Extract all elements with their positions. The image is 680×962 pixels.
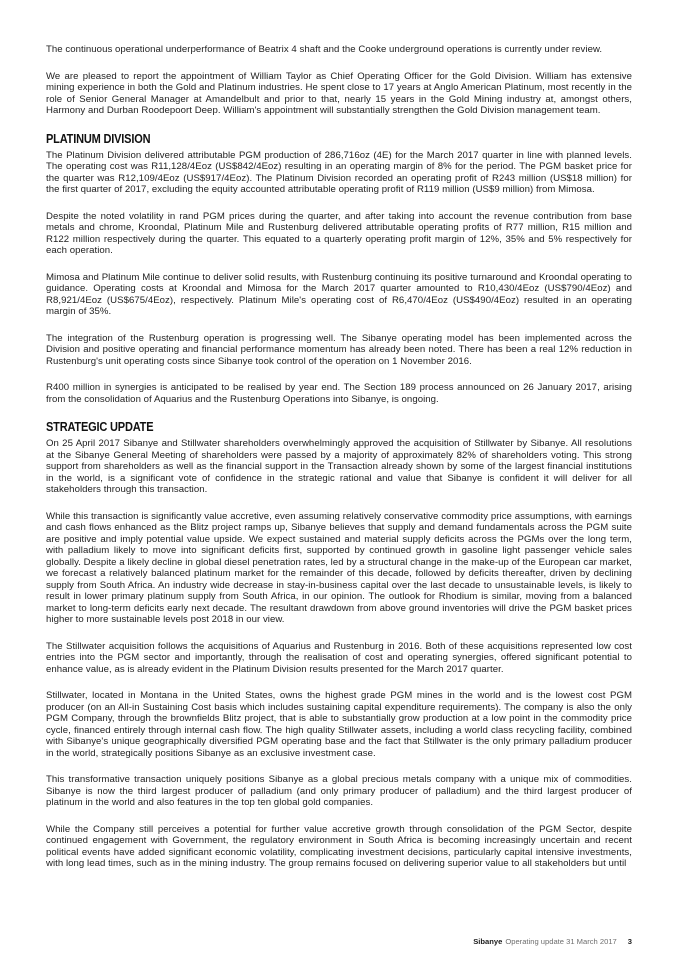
paragraph-operating-profits: Despite the noted volatility in rand PGM prices during the quarter, and after taking into account the revenue contribution from base metals and chrome, Kroondal, Platinum Mile and Rustenburg delivered attributable operating profits of R77 million, R15 million and R122 million respectively during the quarter. This equated to a quarterly operating profit margin of 12%, 35% and 5% respectively for each operation.	[46, 210, 632, 256]
paragraph-beatrix-cooke-review: The continuous operational underperformance of Beatrix 4 shaft and the Cooke underground operations is currently under review.	[46, 44, 603, 55]
document-content	[46, 44, 632, 885]
paragraph-operating-costs: Mimosa and Platinum Mile continue to deliver solid results, with Rustenburg continuing its positive turnaround and Kroondal operating to guidance. Operating costs at Kroondal and Mimosa for the March 2017 quarter amounted to R10,430/4Eoz (US$790/4Eoz) and R8,921/4Eoz (US$675/4Eoz), respectively. Platinum Mile's operating cost of R6,470/4Eoz (US$490/4Eoz) resulted in an operating margin of 35%.	[46, 271, 632, 317]
paragraph-stillwater-assets: Stillwater, located in Montana in the United States, owns the highest grade PGM mines in the world and is the lowest cost PGM producer (on an All-in Sustaining Cost basis which includes sustaining capital expenditure requirements). The company is also the only PGM Company, through the brownfields Blitz project, that is able to substantially grow production at a low point in the commodity price cycle, financed entirely through internal cash flow. The high quality Stillwater assets, including a world class recycling facility, combined with Sibanye's unique geographically diversified PGM operating base and the fact that Stillwater is the only primary palladium producer in the world, strategically positions Sibanye as an exclusive investment case.	[46, 690, 632, 759]
paragraph-pgm-market-outlook: While this transaction is significantly value accretive, even assuming relatively conservative commodity price assumptions, with earnings and cash flows enhanced as the Blitz project ramps up, Sibanye believes that supply and demand fundamentals across the PGM suite are positive and imply potential value upside. We expect sustained and material supply deficits across the PGMs over the long term, with palladium likely to move into significant deficits first, supported by continued growth in gasoline light passenger vehicle sales globally. Despite a likely decline in global diesel penetration rates, led by a structural change in the make-up of the European car market, we forecast a relatively balanced platinum market for the remainder of this decade, followed by deficits thereafter, driven by declining supply from South Africa. An industry wide decrease in stay-in-business capital over the last decade to unsustainable levels, is likely to result in lower primary platinum supply from South Africa, in our opinion. The outlook for Rhodium is similar, moving from a balanced market to long-term deficits early next decade. The resultant drawdown from above ground inventories will drive the PGM basket prices higher to more sustainable levels post 2018 in our view.	[46, 510, 632, 625]
footer-page-number: 3	[627, 937, 632, 946]
paragraph-stillwater-approval: On 25 April 2017 Sibanye and Stillwater shareholders overwhelmingly approved the acquisition of Stillwater by Sibanye. All resolutions at the Sibanye General Meeting of shareholders were passed by a majority of approximately 82% of shareholders voting. This strong support from shareholders as well as the financial support in the Transaction already shown by some of the largest financial institutions in the world, is a significant vote of confidence in the strategic rational and value that Sibanye is confident it will deliver for all stakeholders through this transaction.	[46, 438, 632, 495]
paragraph-synergies-section189: R400 million in synergies is anticipated to be realised by year end. The Section 189 process announced on 26 January 2017, arising from the consolidation of Aquarius and the Rustenburg Operations into Sibanye, is ongoing.	[46, 382, 632, 405]
paragraph-pgm-production: The Platinum Division delivered attributable PGM production of 286,716oz (4E) for the March 2017 quarter in line with planned levels. The operating cost was R11,128/4Eoz (US$842/4Eoz) resulting in an operating margin of 8% for the period. The PGM basket price for the quarter was R12,109/4Eoz (US$917/4Eoz). The Platinum Division recorded an operating profit of R243 million (US$18 million) for the first quarter of 2017, excluding the equity accounted attributable operating profit of R119 million (US$9 million) from Mimosa.	[46, 149, 632, 195]
paragraph-acquisitions-2016: The Stillwater acquisition follows the acquisitions of Aquarius and Rustenburg in 2016. Both of these acquisitions represented low cost entries into the PGM sector and importantly, through the realisation of cost and operating synergies, offered significant potential to enhance value, as is already evident in the Platinum Division results presented for the March 2017 quarter.	[46, 640, 632, 675]
footer-brand: Sibanye	[473, 937, 503, 946]
paragraph-regulatory-environment: While the Company still perceives a potential for further value accretive growth through consolidation of the PGM Sector, despite continued engagement with Government, the regulatory environment in South Africa is becoming increasingly uncertain and recent political events have added significant economic volatility, complicating investment decisions, particularly capital intensive investments, with long lead times, such as in the mining industry. The group remains focused on delivering superior value to all stakeholders but until	[46, 823, 632, 869]
footer-document-title: Operating update 31 March 2017	[505, 937, 617, 946]
page-footer	[473, 937, 632, 946]
paragraph-william-taylor-appointment: We are pleased to report the appointment of William Taylor as Chief Operating Officer for the Gold Division. William has extensive mining experience in both the Gold and Platinum industries. He spent close to 17 years at Anglo American Platinum, most recently in the role of Senior General Manager at Amandelbult and prior to that, nearly 15 years in the Gold Mining industry at, amongst others, Harmony and Durban Roodepoort Deep. William's appointment will substantially strengthen the Gold Division management team.	[46, 70, 632, 116]
paragraph-transformative-transaction: This transformative transaction uniquely positions Sibanye as a global precious metals company with a unique mix of commodities. Sibanye is now the third largest producer of palladium (and only primary producer of palladium) and the third largest producer of platinum in the world and also features in the top ten global gold companies.	[46, 774, 632, 808]
section-heading-strategic-update: STRATEGIC UPDATE	[46, 420, 154, 434]
section-heading-platinum-division: PLATINUM DIVISION	[46, 131, 151, 146]
paragraph-rustenburg-integration: The integration of the Rustenburg operation is progressing well. The Sibanye operating model has been implemented across the Division and positive operating and financial performance momentum has already been noted. There has been a real 12% reduction in Rustenburg's unit operating costs since Sibanye took control of the operation on 1 November 2016.	[46, 332, 632, 367]
